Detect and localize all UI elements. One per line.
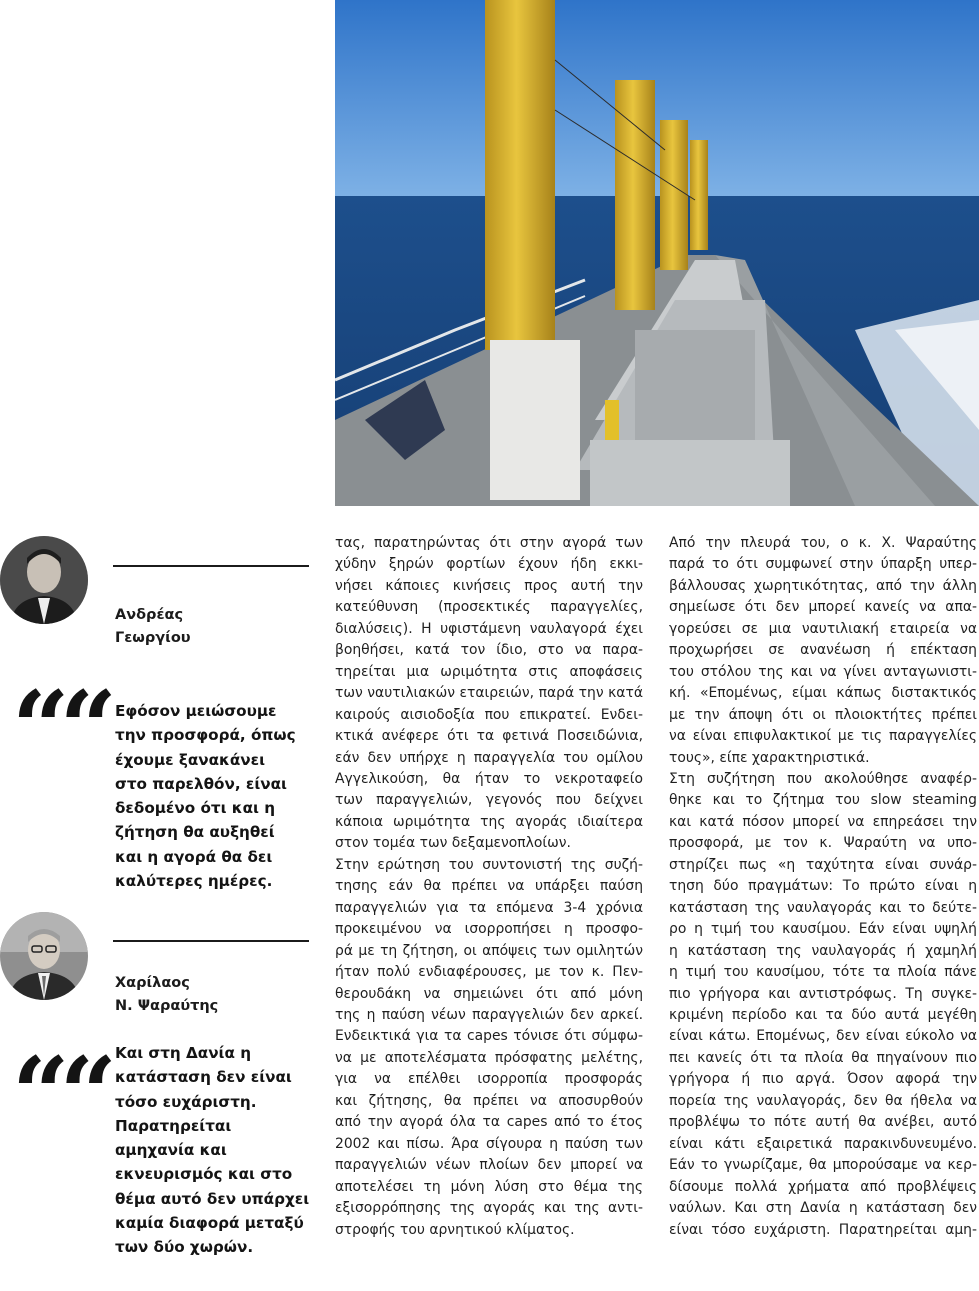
article-line: γορεύσει σε μια ναυτιλιακή εταιρεία να — [669, 620, 977, 637]
article-line: κατάσταση της ναυλαγοράς και το δεύτε- — [669, 899, 977, 916]
article-column-middle — [335, 533, 643, 1241]
article-line: στροφής του αρνητικού κλίματος. — [335, 1221, 575, 1238]
quote-line: δεδομένο ότι και η — [115, 799, 276, 818]
pull-quote-psaraftis — [115, 1041, 325, 1260]
article-line: προσφορά, με τον κ. Ψαραύτη να υπο- — [669, 835, 977, 852]
article-line: στον τομέα των δεξαμενοπλοίων. — [335, 835, 571, 852]
quote-line: την προσφορά, όπως — [115, 726, 296, 745]
article-line: να με αποτελέσματα πρόσφατης μελέτης, — [335, 1049, 643, 1066]
article-line: θηκε και το ζήτημα του slow steaming — [669, 792, 977, 809]
divider-rule — [113, 940, 309, 942]
quote-line: στο παρελθόν, είναι — [115, 774, 287, 793]
article-line: κτικά ανέφερε ότι τα φετινά Ποσειδώνια, — [335, 728, 643, 745]
article-line: κάποια ωριμότητα της αγοράς ιδιαίτερα — [335, 813, 643, 830]
article-line: παραγγελιών νέων πλοίων δεν μπορεί να — [335, 1157, 643, 1174]
article-line: της η παύση νέων παραγγελιών δεν αρκεί. — [335, 1006, 643, 1023]
quote-line: έχουμε ξανακάνει — [115, 750, 265, 769]
article-line: βάλλουσας χωρητικότητας, από την άλλη — [669, 577, 977, 594]
article-line: παραγγελιών για τα επόμενα 3-4 χρόνια — [335, 899, 643, 916]
article-line: κριμένη περίοδο και τα δύο αυτά μεγέθη — [669, 1006, 977, 1023]
article-line: διαλύσεις). Η υφιστάμενη ναυλαγορά έχει — [335, 620, 643, 637]
article-line: Στην ερώτηση του συντονιστή της συζή- — [335, 856, 643, 873]
article-line: τας, παρατηρώντας ότι στην αγορά των — [335, 535, 643, 551]
article-line: τηρείται μια ωριμότητα στις αποφάσεις — [335, 663, 643, 680]
quote-line: των δύο χωρών. — [115, 1238, 254, 1257]
quote-line: αμηχανία και — [115, 1141, 227, 1160]
article-line: για να επέλθει ισορροπία προσφοράς — [335, 1071, 643, 1088]
pull-quote-georgiou — [115, 699, 325, 893]
person-name-georgiou — [115, 604, 315, 650]
article-line: Ενδεικτικά για τα capes τόνισε ότι σύμφω- — [335, 1028, 643, 1045]
cargo-ship-deck-photo-icon — [335, 0, 979, 506]
article-line: εάν δεν υπήρχε η παραγγελία του ομίλου — [335, 749, 643, 766]
article-column-right — [669, 533, 977, 1241]
article-line: του στόλου της και να γίνει ανταγωνιστι- — [669, 663, 977, 680]
portrait-man-glasses-icon — [0, 912, 88, 1000]
article-line: προβλέψω το πότε αυτή θα ανέβει, αυτό — [669, 1114, 977, 1131]
person-first-name: Χαρίλαος — [115, 975, 190, 991]
article-line: είναι τόσο ευχάριστη. Παρατηρείται αμη- — [669, 1221, 977, 1238]
quote-line: Παρατηρείται — [115, 1116, 232, 1135]
quote-line: καμία διαφορά μεταξύ — [115, 1214, 304, 1233]
article-line: να είναι επιφυλακτικοί με τις παραγγελίες — [669, 728, 977, 745]
article-line: τους», είπε χαρακτηριστικά. — [669, 749, 870, 766]
article-line: παρά το ότι συμφωνεί στην ύπαρξη υπερ- — [669, 556, 977, 573]
article-line: εξισορρόπησης της αγοράς και της αντι- — [335, 1200, 643, 1217]
article-line: καιρούς αισιοδοξία που επικρατεί. Ενδει- — [335, 706, 643, 723]
article-line: γρήγορα ή πιο αργά. Όσον αφορά την — [669, 1071, 977, 1088]
person-first-name: Ανδρέας — [115, 607, 184, 623]
article-line: πιο γρήγορα και αντιστρόφως. Τη συγκε- — [669, 985, 977, 1002]
article-line: αποτελέσει τη μόνη λύση στο θέμα της — [335, 1178, 643, 1195]
person-name-psaraftis — [115, 972, 315, 1018]
article-line: ρο η τιμή του καυσίμου. Εάν είναι υψηλή — [669, 921, 977, 938]
article-line: είναι κάτι εξαιρετικά παρακινδυνευμένο. — [669, 1135, 977, 1152]
article-line: Εάν το γνωρίζαμε, θα μπορούσαμε να κερ- — [669, 1157, 977, 1174]
article-line: ήταν πολύ ενδιαφέρουσες, με τον κ. Πεν- — [335, 964, 643, 981]
article-line: θερουδάκη να σημειώνει ότι από μόνη — [335, 985, 643, 1002]
article-line: των ναυτιλιακών εταιρειών, παρά την κατά — [335, 685, 643, 702]
article-line: νήσει κάποιες κινήσεις προς αυτή την — [335, 577, 643, 594]
quote-line: κατάσταση δεν είναι — [115, 1068, 292, 1087]
article-line: Από την πλευρά του, ο κ. Χ. Ψαραύτης — [669, 535, 977, 551]
article-line: και ζήτησης, θα πρέπει να αποσυρθούν — [335, 1092, 643, 1109]
article-line: Αγγελικούση, θα ήταν το νεκροταφείο — [335, 770, 643, 787]
article-line: η τιμή του καυσίμου, τότε τα πλοία πάνε — [669, 964, 977, 981]
article-line: 2002 και πίσω. Άρα σίγουρα η παύση των — [335, 1135, 643, 1152]
article-line: σημείωσε ότι δεν μπορεί κανείς να απα- — [669, 599, 977, 616]
portrait-man-icon — [0, 536, 88, 624]
article-line: κατεύθυνση (προσεκτικές παραγγελίες, — [335, 599, 643, 616]
person-last-name: Γεωργίου — [115, 630, 191, 646]
article-line: των παραγγελιών, γεγονός που δείχνει — [335, 792, 643, 809]
article-line: είναι κάτω. Επομένως, δεν είναι εύκολο να — [669, 1028, 977, 1045]
article-line: πει κανείς ότι τα πλοία θα πηγαίνουν πιο — [669, 1049, 977, 1066]
article-line: δίσουμε πολλά χρήματα από προβλέψεις — [669, 1178, 977, 1195]
quote-line: καλύτερες ημέρες. — [115, 872, 273, 891]
quote-line: τόσο ευχάριστη. — [115, 1092, 257, 1111]
quote-line: Και στη Δανία η — [115, 1044, 252, 1062]
quote-line: Εφόσον μειώσουμε — [115, 702, 277, 720]
quote-mark-icon: ““ — [12, 1035, 108, 1153]
article-line: τησης εάν θα πρέπει να υπάρξει παύση — [335, 878, 643, 895]
quote-line: και η αγορά θα δει — [115, 847, 273, 866]
person-last-name: Ν. Ψαραύτης — [115, 998, 219, 1014]
article-line: με την άποψη ότι οι πλοιοκτήτες πρέπει — [669, 706, 977, 723]
article-line: τηση δύο πραγμάτων: Το πρώτο είναι η — [669, 878, 977, 895]
article-line: πορεία της ναυλαγοράς, δεν θα ήθελα να — [669, 1092, 977, 1109]
article-line: και κατά πόσον μπορεί να επηρεάσει την — [669, 813, 977, 830]
cargo-ship-photo — [335, 0, 979, 506]
article-line: Στη συζήτηση που ακολούθησε αναφέρ- — [669, 770, 977, 787]
avatar-andreas-georgiou — [0, 536, 88, 624]
article-line: από την αγορά όλα τα capes από το έτος — [335, 1114, 643, 1131]
article-line: βοηθήσει, κατά τον ίδιο, στο να παρα- — [335, 642, 643, 659]
quote-line: θέμα αυτό δεν υπάρχει — [115, 1189, 310, 1208]
avatar-charilaos-psaraftis — [0, 912, 88, 1000]
quote-line: ζήτηση θα αυξηθεί — [115, 823, 275, 842]
divider-rule — [113, 565, 309, 567]
article-line: η κατάσταση της ναυλαγοράς ή χαμηλή — [669, 942, 977, 959]
article-line: στηρίζει πως «η ταχύτητα είναι συνάρ- — [669, 856, 977, 873]
article-line: ρά με τη ζήτηση, οι απόψεις των ομιλητών — [335, 942, 643, 959]
article-line: προκειμένου να ισορροπήσει η προσφο- — [335, 921, 643, 938]
quote-mark-icon: ““ — [12, 669, 108, 787]
article-line: χύδην ξηρών φορτίων έχουν ήδη εκκι- — [335, 556, 643, 573]
article-line: κή. «Επομένως, είμαι κάπως διστακτικός — [669, 685, 977, 702]
article-line: ναύλων. Και στη Δανία η κατάσταση δεν — [669, 1200, 977, 1217]
article-line: προχωρήσει σε ανανέωση ή επέκταση — [669, 642, 977, 659]
quote-line: εκνευρισμός και στο — [115, 1165, 293, 1184]
